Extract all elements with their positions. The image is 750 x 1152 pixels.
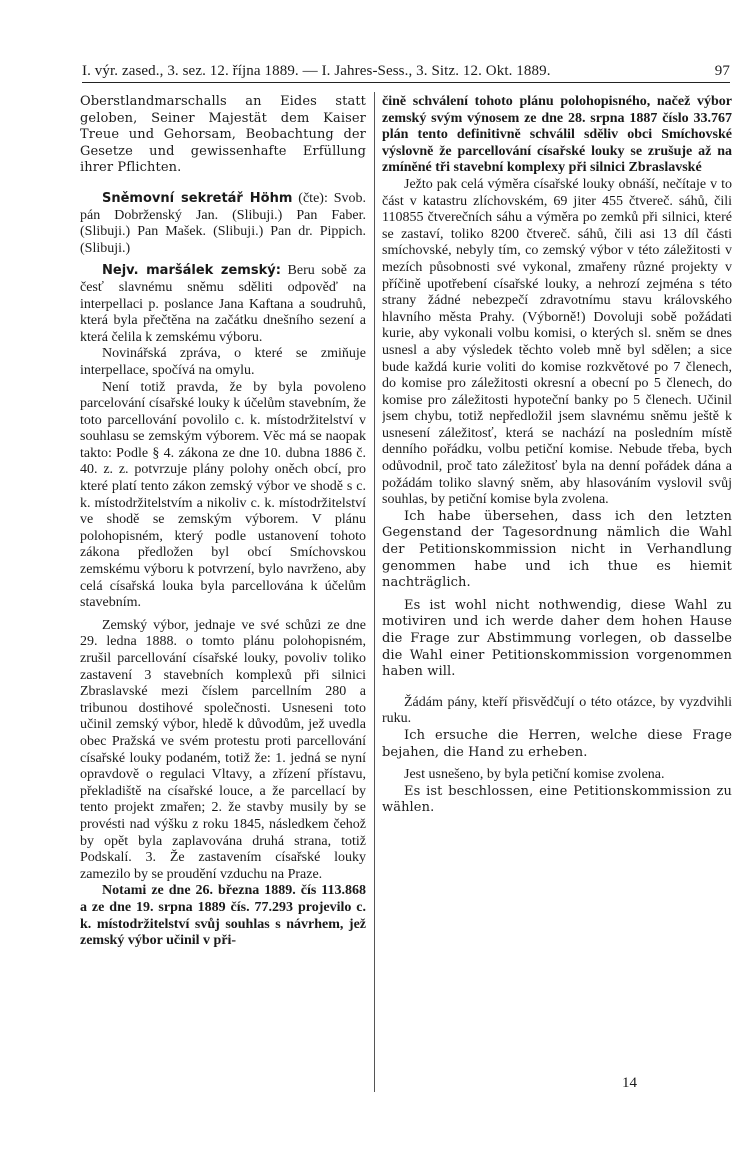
paragraph: Es ist wohl nicht nothwendig, diese Wahl zu motiviren und ich werde daher dem hohen Hause die Frage zur Abstimmung vorlegen, ob dasselbe die Wahl einer Petitionskommission vorgenommen haben will. <box>382 597 732 680</box>
paragraph: Jest usnešeno, by byla petiční komise zvolena. <box>404 767 665 783</box>
paragraph: Není totiž pravda, že by byla povoleno parcelování císařské louky k účelům stavebním, že toto parcellování povolilo c. k. místodržitelství v souhlasu se zemským výborem. Věc má se naopak takto: Podle § 4. zákona ze dne 10. dubna 1886 č. 40. z. z. potvrzuje plány polohy oněch obcí, pro které platí tento zákon zemský výbor ve shodě s c. k. místodržitelstvím a nikoliv c. k. místodržitelství ve shodě se zemským výborem. V plánu polohopisném, který podle ustanovení tohoto zákona předložen byl obcí Smíchovskou zemskému výboru k potvrzení, bylo navrženo, aby celá císařská louka byla parcellována k účelům stavebním. <box>80 379 366 611</box>
paragraph-text: Beru sobě za česť slavnému sněmu sděliti odpověď na interpellaci p. poslance Jana Kaftana a soudruhů, která byla přečtěna na začátku dnešního sezení a která čelila k zemskému výboru. <box>80 263 366 345</box>
paragraph: Novinářská zpráva, o které se zmiňuje interpellace, spočívá na omylu. <box>80 346 366 378</box>
paragraph: Ježto pak celá výměra císařské louky obnáší, nečítaje v to část v katastru zlíchovském, 69 jiter 455 čtvereč. sáhů, čili 110855 čtverečních sáhu a výměra po zemků při silnici, které se zastaví, toliko 8200 čtvereč. sáhů, čili asi 13 díl části smíchovské, nebyly tím, co zemský výbor v této záležitosti v mezích působnosti své vykonal, zmařeny různé projekty v příčině upotřebení císařské louky, a nehrozí zejména s této strany žádné nebezpečí zdravotnímu stavu královského hlavního města Prahy. (Výborně!) Dovoluji sobě požádati kurie, aby vykonali volbu komisi, o kterých sl. sněm se dnes usnesl a aby výsledek těchto voleb mně byl sdělen; a sice bude každá kurie voliti do komise rozkvětové po 7 členech, do komise pro záležitosti okresní a obecní po 5 členech, do komise pro záležitosti hypoteční banky po 5 členech. Učinil jsem chybu, totiž nepředložil jsem slavnému sněmu ještě k usnesení záležitosť, která se nachází na posledním místě denního pořádku, volbu petiční komise. Nebude třeba, bych odůvodnil, proč tato záležitosť byla na denní pořádek dána a požádám toliko slavný sněm, aby hlasováním vyslovil svůj souhlas, by petiční komise byla zvolena. <box>382 176 732 508</box>
sheet-number: 14 <box>622 1075 637 1091</box>
paragraph: Ich ersuche die Herren, welche diese Frage bejahen, die Hand zu erheben. <box>382 727 732 760</box>
paragraph: Žádám pány, kteří přisvědčují o této otázce, by vyzdvihli ruku. <box>382 694 732 727</box>
page-number: 97 <box>714 63 730 79</box>
running-header <box>82 62 730 80</box>
paragraph: Notami ze dne 26. března 1889. čís 113.868 a ze dne 19. srpna 1889 čís. 77.293 projevilo c. k. místodržitelství svůj souhlas s návrhem, jež zemský výbor učinil v při- <box>80 883 366 949</box>
column-divider <box>374 92 375 1092</box>
paragraph-text: (čte): Svob. pán Dobrženský Jan. (Slibuji.) Pan Faber. (Slibuji.) Pan Mašek. (Slibuji.) Pan dr. Pippich. (Slibuji.) <box>80 190 366 256</box>
paragraph: Ich habe übersehen, dass ich den letzten Gegenstand der Tagesordnung nämlich die Wahl der Petitionskommission nicht in Verhandlung genommen habe und ich thue es hiemit nachträglich. <box>382 508 732 591</box>
header-title: I. výr. zased., 3. sez. 12. října 1889. — I. Jahres-Sess., 3. Sitz. 12. Okt. 1889. <box>82 63 551 79</box>
paragraph <box>80 263 366 346</box>
left-column <box>80 94 366 1094</box>
paragraph <box>80 191 366 257</box>
paragraph: Oberstlandmarschalls an Eides statt geloben, Seiner Majestät dem Kaiser Treue und Gehorsam, Beobachtung der Gesetze und gewissenhafte Erfüllung ihrer Pflichten. <box>80 94 366 176</box>
paragraph: Es ist beschlossen, eine Petitionskommission zu wählen. <box>382 783 732 816</box>
header-rule <box>82 82 730 83</box>
speaker-name: Nejv. maršálek zemský: <box>102 263 281 279</box>
speaker-name: Sněmovní sekretář Höhm <box>102 190 293 206</box>
right-column <box>382 94 732 1094</box>
paragraph: Zemský výbor, jednaje ve své schůzi ze dne 29. ledna 1888. o tomto plánu polohopisném, zrušil parcellování císařské louky, povoliv toliko zastavení 3 stavebních komplexů při silnici Zbraslavské mezi číslem parcellním 280 a tribunou dostihové společnosti. Usneseni toto učinil zemský výbor, hledě k důvodům, jež uvedla obec Pražská ve svém protestu proti parcellování císařské louky podaném, totiž že: 1. jedná se nyní opravdově o regulaci Vltavy, a zřízení přístavu, překladiště na císařské louce, a že parcellací by tento projekt zmařen; 2. že stavby musily by se provésti nad výšku z roku 1845, následkem čehož by opět byla zaplavována druhá strana, totiž Podskalí. 3. Že zastavením císařské louky zamezilo by se proudění vzduchu na Praze. <box>80 617 366 882</box>
paragraph: čině schválení tohoto plánu polohopisného, načež výbor zemský svým výnosem ze dne 28. srpna 1887 číslo 33.767 plán tento definitivně schválil sděliv obci Smíchovské výslovně že parcellování císařské louky se zrušuje až na zmíněné tři stavební komplexy při silnici Zbraslavské <box>382 94 732 176</box>
